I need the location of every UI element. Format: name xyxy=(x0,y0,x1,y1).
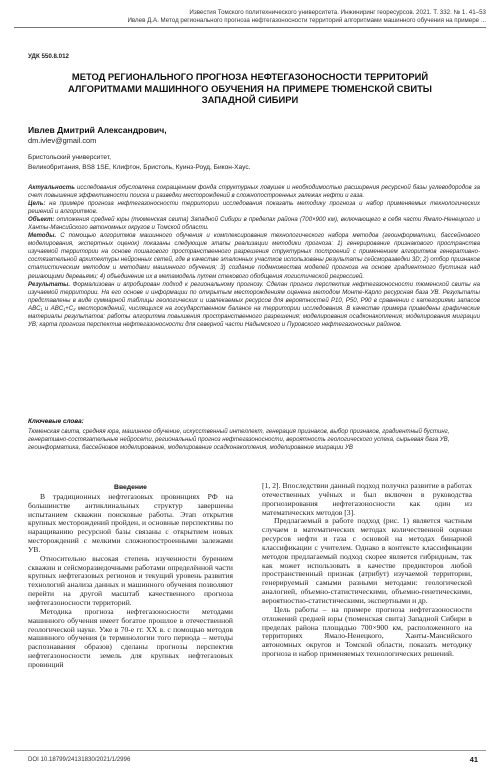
abstract-results xyxy=(28,281,480,329)
abstract-results-label: Результаты. xyxy=(28,280,71,288)
body-paragraph: Методика прогноза нефтегазоносности методами машинного обучения имеет богатое прошлое в отечественной геологической науке. Уже в 70-е гг. XX в. с помощью методов машинного обучения (в терминологии того периода – методы распознавания образов) сделаны прогнозы перспектив нефтегазоносности земель для крупных нефтегазовых провинций xyxy=(28,606,233,669)
running-header-journal: Известия Томского политехнического университета. Инжиниринг георесурсов. 2021. Т. 332. № 1. 41–53 xyxy=(189,9,486,16)
abstract-results-text: Формализован и апробирован подход к региональному прогнозу. Сделан прогноз перспектив нефтегазоносности тюменской свиты на изучаемой территории. На его основе и информации по открытым месторождениям оценена методом Монте-Карло ресурсная база УВ. Результаты представлены в виде суммарной таблицы геологических и извлекаемых ресурсов для вероятностей P10, P50, P90 в сравнении с категориями запасов ABC₁ и ABC₁+C₂ месторождений, числящихся на государственном балансе на территории исследования. В качестве примера приведены графические материалы результатов: работы алгоритма повышения пространственного разрешения; моделирования осадконакопления; моделирования миграции УВ; карта прогноза перспектив нефтегазоносности для северной части Надымского и Пуровского нефтегазоносных районов. xyxy=(28,280,480,328)
running-header-article: Ивлев Д.А. Метод регионального прогноза нефтегазоносности территорий алгоритмами машинного обучения на примере ... xyxy=(127,17,486,24)
section-heading-introduction: Введение xyxy=(114,484,147,491)
author-name: Ивлев Дмитрий Александрович, xyxy=(28,125,167,135)
affiliation-address: Великобритания, BS8 1SE, Клифтон, Бристоль, Куинз-Роуд, Бикон-Хаус. xyxy=(28,163,251,171)
abstract-object-label: Объект: xyxy=(28,216,55,224)
body-column-left xyxy=(28,484,233,670)
abstract-methods-text: С помощью алгоритмов машинного обучения и комплексирования технологического набора методов (геоинформатики, бассейнового моделирования, экспертных оценок) показаны следующие этапы реализации методики прогноза: 1) генерирование признакового пространства изучаемой территории на основе пошагового пространственного разрешения структурных построений с применением алгоритмов генеративно-состязательной архитектуры нейронных сетей, где в качестве эталонных участков использованы результаты сейсморазведки 3D; 2) отбор признаков статистическим методом и методами машинного обучения; 3) создание подмножества моделей прогноза на основе градиентного бустинга над решающими деревьями; 4) объединение их в метамодель путем стекового обобщения логистической регрессией. xyxy=(28,232,480,280)
body-paragraph: В традиционных нефтегазовых провинциях РФ на большинстве антиклинальных структур завершены испытанием скважин поисковые работы. Этап открытия крупных месторождений пройден, и основные перспективы по наращиванию ресурсной базы связаны с открытием новых месторождений с мелкими сложнопостроенными залежами УВ. xyxy=(28,491,233,554)
body-paragraph: Цель работы – на примере прогноза нефтегазоносности отложений средней юры (тюменская свита) Западной Сибири в пределах района площадью 700×900 км, расположенного на территориях Ямало-Ненецкого, Ханты-Мансийского автономных округов и Томской области, показать методику прогноза и набор применяемых технологических решений. xyxy=(262,604,472,659)
header-rule xyxy=(14,27,486,28)
udk-code: УДК 550.8.012 xyxy=(28,53,69,60)
abstract-methods xyxy=(28,232,480,280)
keywords-heading: Ключевые слова: xyxy=(28,418,84,425)
body-paragraph: Относительно высокая степень изученности бурением скважин и сейсморазведочными работами определённой части крупных нефтегазовых регионов и текущий уровень развития технологий анализа данных и машинного обучения позволяют перейти на другой масштаб качественного прогноза нефтегазоносности территорий. xyxy=(28,553,233,607)
abstract-aim-label: Цель: xyxy=(28,200,46,208)
abstract-relevance xyxy=(28,184,480,200)
body-paragraph: [1, 2]. Впоследствии данный подход получил развитие в работах отечественных учёных и был включен в руководства прогнозирования нефтегазоносности как один из математических методов [3]. xyxy=(262,481,472,517)
abstract-object-text: отложения средней юры (тюменская свита) Западной Сибири в пределах района (700×900 км), включающего в себя части Ямало-Ненецкого и Ханты-Мансийского автономных округов и Томской области. xyxy=(28,216,480,232)
abstract-aim-text: на примере прогноза нефтегазоносности территории исследования показать методику прогноза и набор применяемых технологических решений и алгоритмов. xyxy=(28,200,480,216)
body-paragraph: Предлагаемый в работе подход (рис. 1) является частным случаем в математических методах количественной оценки ресурсов нефти и газа с основой на методах бинарной классификации с учителем. Однако в контексте классификации методов предлагаемый подход скорее является гибридным, так как может использовать в качестве предикторов любой пространственный признак (атрибут) изучаемой территории, генерируемый самыми разными методами: геологической аналогией, объемно-статистическими, объемно-генетическими, вероятностно-статистическими, экспертными и др. xyxy=(262,516,472,605)
page-number: 41 xyxy=(469,755,478,764)
keywords-text: Тюменская свита, средняя юра, машинное обучение, искусственный интеллект, генерация признаков, выбор признаков, градиентный бустинг, генеративно-состязательные нейросети, региональный прогноз нефтегазоносности, вероятность геологического успеха, сырьевая база УВ, геоинформатика, бассейновое моделирование, моделирование осадконакопления, моделирование миграции УВ xyxy=(28,428,450,452)
abstract-relevance-label: Актуальность xyxy=(28,184,75,191)
abstract-relevance-text: исследования обусловлена сокращением фонда структурных ловушек и необходимостью расширения ресурсной базы углеводородов за счет повышения эффективности поиска и разведки месторождений в сложнопостроенных залежах нефти и газа. xyxy=(28,184,480,200)
affiliation-university: Бристольский университет, xyxy=(28,154,111,161)
affiliation xyxy=(28,153,250,172)
article-title: МЕТОД РЕГИОНАЛЬНОГО ПРОГНОЗА НЕФТЕГАЗОНОСНОСТИ ТЕРРИТОРИЙ АЛГОРИТМАМИ МАШИННОГО ОБУЧЕНИЯ НА ПРИМЕРЕ ТЮМЕНСКОЙ СВИТЫ ЗАПАДНОЙ СИБИРИ xyxy=(68,71,432,105)
abstract-object xyxy=(28,216,480,232)
author-email[interactable]: dm.ivlev@gmail.com xyxy=(28,136,97,145)
doi-link[interactable]: DOI 10.18799/24131830/2021/1/2996 xyxy=(28,756,131,763)
abstract-aim xyxy=(28,200,480,216)
footer-rule xyxy=(14,750,486,751)
body-column-right xyxy=(262,482,472,659)
abstract xyxy=(28,184,480,329)
abstract-methods-label: Методы. xyxy=(28,232,57,240)
